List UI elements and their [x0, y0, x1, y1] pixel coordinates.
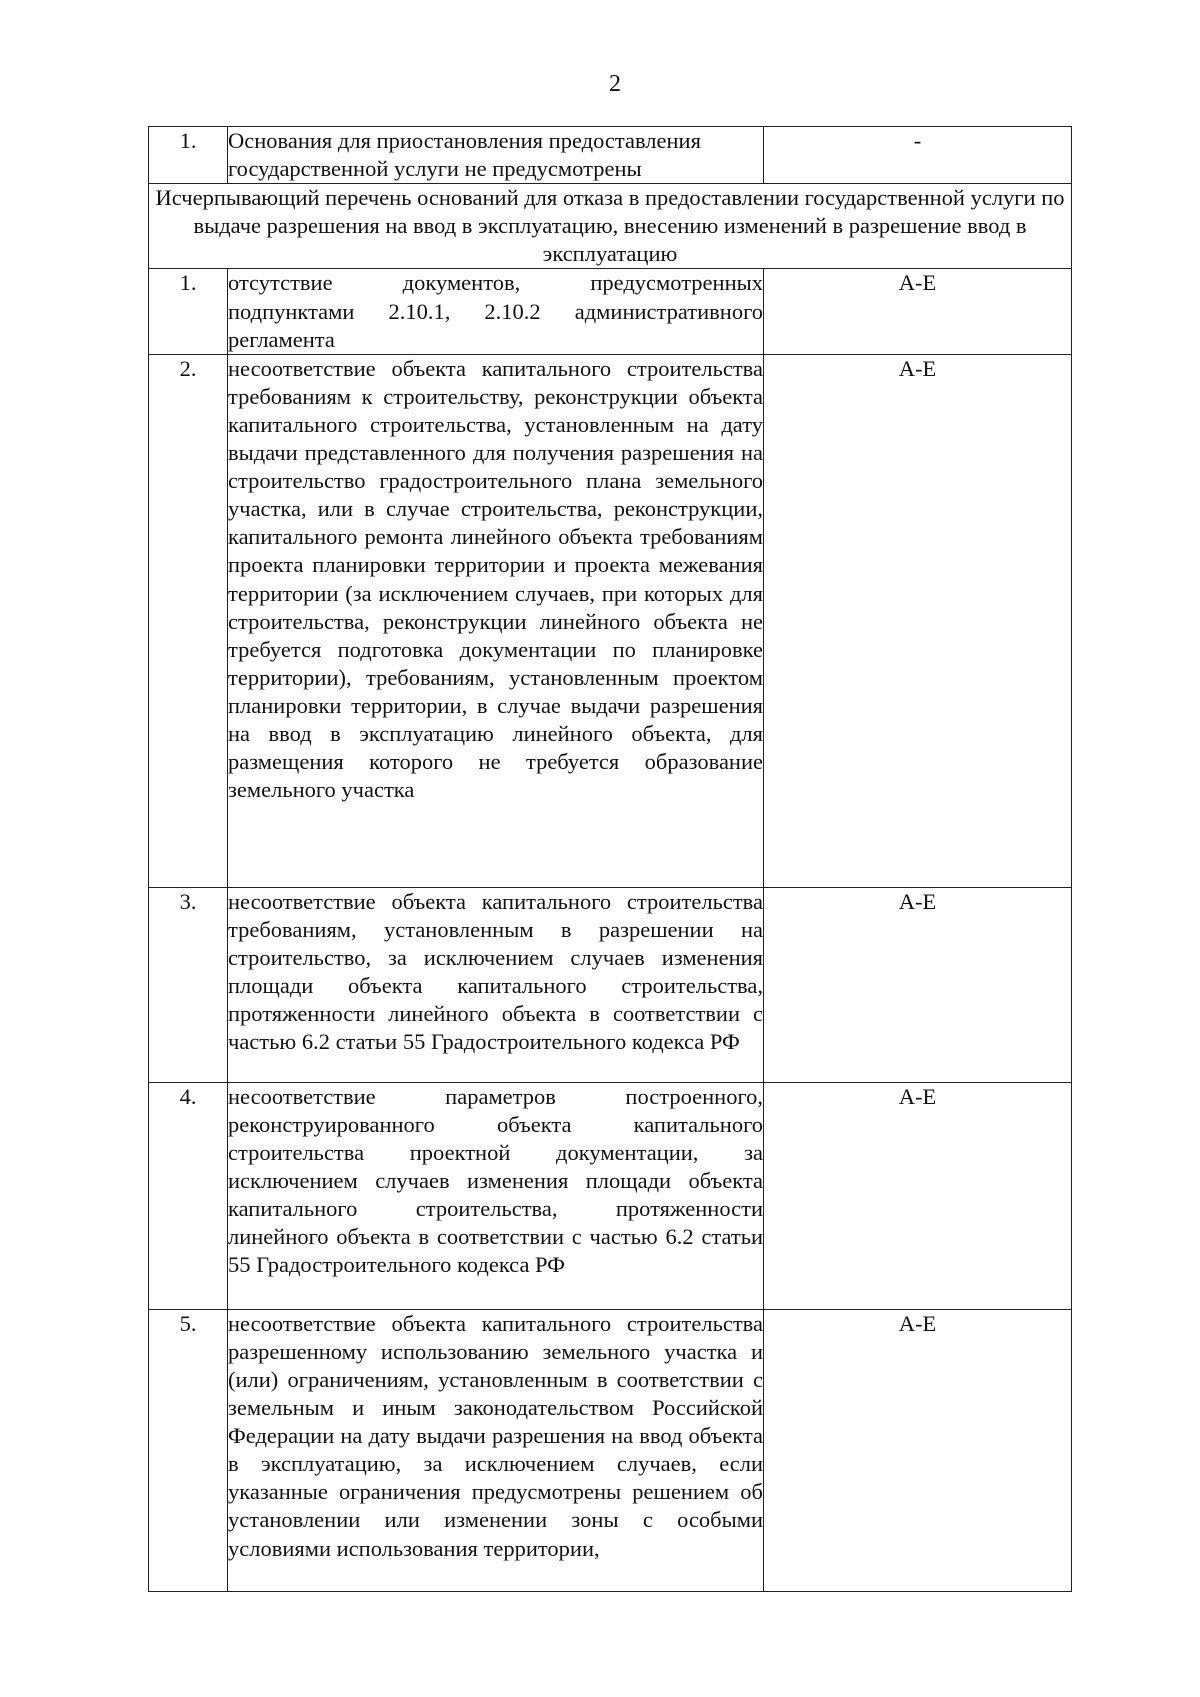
row-text: несоответствие объекта капитального строительства требованиям к строительству, реконструкции объекта капитального строительства, установленным на дату выдачи представленного для получения разрешения на строительство градостроительного плана земельного участка, или в случае строительства, реконструкции, капитального ремонта линейного объекта требованиям проекта планировки территории и проекта межевания территории (за исключением случаев, при которых для строительства, реконструкции линейного объекта не требуется подготовка документации по планировке территории), требованиям, установленным проектом планировки территории, в случае выдачи разрешения на ввод в эксплуатацию линейного объекта, для размещения которого не требуется образование земельного участка	[228, 354, 764, 887]
row-number: 2.	[149, 354, 228, 887]
table-row	[149, 887, 1072, 1082]
row-code: А-Е	[764, 1309, 1072, 1591]
row-number: 3.	[149, 887, 228, 1082]
row-number: 5.	[149, 1309, 228, 1591]
table-row	[149, 1309, 1072, 1591]
row-text: отсутствие документов, предусмотренных подпунктами 2.10.1, 2.10.2 административного регламента	[228, 269, 764, 354]
row-number: 1.	[149, 127, 228, 184]
table-row	[149, 127, 1072, 184]
row-text: несоответствие объекта капитального строительства требованиям, установленным в разрешении на строительство, за исключением случаев изменения площади объекта капитального строительства, протяженности линейного объекта в соответствии с частью 6.2 статьи 55 Градостроительного кодекса РФ	[228, 887, 764, 1082]
table-row	[149, 354, 1072, 887]
row-text: Основания для приостановления предоставления государственной услуги не предусмотрены	[228, 127, 764, 184]
grounds-table	[148, 126, 1072, 1592]
page-number: 2	[609, 71, 621, 97]
row-code: А-Е	[764, 269, 1072, 354]
table-row	[149, 1082, 1072, 1309]
row-code: А-Е	[764, 887, 1072, 1082]
row-number: 1.	[149, 269, 228, 354]
section-header-row	[149, 184, 1072, 269]
row-code: А-Е	[764, 354, 1072, 887]
row-code: А-Е	[764, 1082, 1072, 1309]
row-number: 4.	[149, 1082, 228, 1309]
row-text: несоответствие объекта капитального строительства разрешенному использованию земельного участка и (или) ограничениям, установленным в соответствии с земельным и иным законодательством Российской Федерации на дату выдачи разрешения на ввод объекта в эксплуатацию, за исключением случаев, если указанные ограничения предусмотрены решением об установлении или изменении зоны с особыми условиями использования территории,	[228, 1309, 764, 1591]
table-row	[149, 269, 1072, 354]
section-title: Исчерпывающий перечень оснований для отказа в предоставлении государственной услуги по выдаче разрешения на ввод в эксплуатацию, внесению изменений в разрешение ввод в эксплуатацию	[149, 184, 1072, 269]
row-text: несоответствие параметров построенного, реконструированного объекта капитального строительства проектной документации, за исключением случаев изменения площади объекта капитального строительства, протяженности линейного объекта в соответствии с частью 6.2 статьи 55 Градостроительного кодекса РФ	[228, 1082, 764, 1309]
row-code: -	[764, 127, 1072, 184]
